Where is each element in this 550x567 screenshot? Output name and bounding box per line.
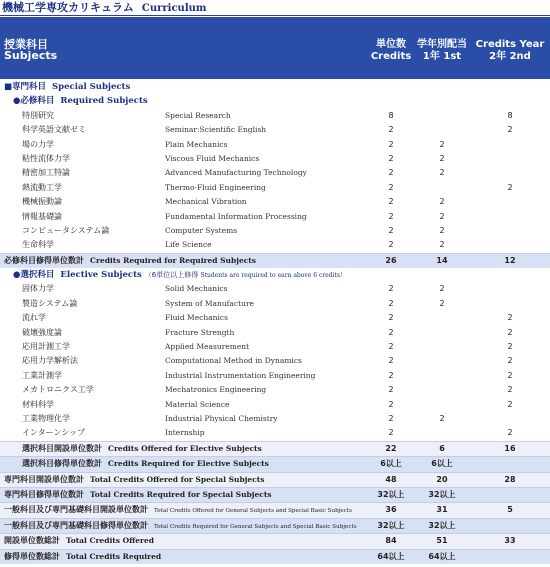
header-subjects <box>4 39 57 61</box>
subject-name-jp: 固体力学 <box>22 284 54 294</box>
credits-cell: 2 <box>388 182 394 192</box>
credits-cell: 8 <box>388 110 394 120</box>
subject-name-en: Internship <box>165 428 205 438</box>
table-header <box>0 17 550 79</box>
subject-name-en: System of Manufacture <box>165 298 254 308</box>
total-year1-cell: 32以上 <box>428 520 456 530</box>
total-label-jp: 一般科目及び専門基礎科目修得単位数計 <box>4 520 148 530</box>
table-row <box>0 123 550 137</box>
subject-name-en: Mechanical Vibration <box>165 197 247 207</box>
subject-name-en: Fluid Mechanics <box>165 313 228 323</box>
subject-name-en: Material Science <box>165 399 230 409</box>
header-year1-en: 1st <box>443 51 462 62</box>
total-row <box>0 487 550 502</box>
total-row <box>0 502 550 517</box>
total-year1-cell: 64以上 <box>428 551 456 561</box>
subject-name-jp: 生命科学 <box>22 240 54 250</box>
credits-cell: 2 <box>388 370 394 380</box>
total-rows <box>0 441 550 564</box>
subject-name-en: Computer Systems <box>165 225 238 235</box>
total-label-jp: 専門科目開設単位数計 <box>4 474 84 484</box>
table-row <box>0 195 550 209</box>
table-row <box>0 369 550 383</box>
total-year1-cell: 51 <box>436 536 448 546</box>
total-label <box>4 488 272 502</box>
subject-name-jp: 精密加工特論 <box>22 168 70 178</box>
subject-name-en: Computational Method in Dynamics <box>165 356 302 366</box>
total-label-en: Credits Offered for Elective Subjects <box>108 443 262 453</box>
subject-name-en: Applied Measurement <box>165 342 250 352</box>
table-row <box>0 398 550 412</box>
header-year2-jp: 2年 <box>489 51 507 62</box>
total-label <box>4 534 154 548</box>
credits-cell: 2 <box>388 313 394 323</box>
credits-cell: 2 <box>388 225 394 235</box>
credits-cell: 2 <box>388 153 394 163</box>
total-credits-cell: 36 <box>385 505 397 515</box>
subject-name-jp: メカトロニクス工学 <box>22 385 94 395</box>
subject-name-jp: 特別研究 <box>22 110 54 120</box>
table-row <box>0 181 550 195</box>
header-year2 <box>470 39 550 63</box>
elective-note-en: Students are required to earn above 6 credits） <box>200 272 346 280</box>
subject-name-en: Advanced Manufacturing Technology <box>165 168 307 178</box>
total-credits-cell: 84 <box>385 536 397 546</box>
subject-name-jp: 材料科学 <box>22 399 54 409</box>
year1-cell: 2 <box>439 153 445 163</box>
year2-cell: 2 <box>507 342 513 352</box>
header-year1-jp: 1年 <box>422 51 440 62</box>
total-label-en: Total Credits Offered for General Subjects and Special Basic Subjects <box>154 508 352 515</box>
year2-cell: 2 <box>507 385 513 395</box>
total-row <box>0 456 550 471</box>
credits-cell: 2 <box>388 342 394 352</box>
credits-cell: 2 <box>388 327 394 337</box>
subject-name-en: Seminar:Scientific English <box>165 125 267 135</box>
subject-name-en: Special Research <box>165 110 231 120</box>
subject-name-jp: 場の力学 <box>22 139 54 149</box>
credits-cell: 2 <box>388 139 394 149</box>
total-label <box>4 473 264 487</box>
year1-cell: 2 <box>439 284 445 294</box>
total-year1-cell: 32以上 <box>428 489 456 499</box>
credits-cell: 2 <box>388 168 394 178</box>
total-label <box>4 519 357 534</box>
credits-cell: 2 <box>388 399 394 409</box>
subject-name-en: Viscous Fluid Mechanics <box>165 153 260 163</box>
page-title-en: Curriculum <box>141 3 207 14</box>
total-year1-cell: 6 <box>439 443 445 453</box>
subject-name-jp: 工業物理化学 <box>22 413 70 423</box>
header-year-en: Credits Year <box>475 39 545 50</box>
year2-cell: 2 <box>507 313 513 323</box>
table-row <box>0 238 550 252</box>
total-label-en: Total Credits Required <box>66 551 162 561</box>
year2-cell: 2 <box>507 125 513 135</box>
table-row <box>0 412 550 426</box>
subject-name-jp: 応用計測工学 <box>22 342 70 352</box>
table-row <box>0 109 550 123</box>
total-label <box>22 457 269 471</box>
header-subjects-jp: 授業科目 <box>4 38 48 51</box>
section-special-en: Special Subjects <box>52 82 131 92</box>
required-rows <box>0 109 550 253</box>
total-label <box>4 503 352 518</box>
table-row <box>0 311 550 325</box>
required-total-year1: 14 <box>436 255 448 265</box>
total-row <box>0 518 550 533</box>
subject-name-jp: インターンシップ <box>22 428 86 438</box>
section-required-en: Required Subjects <box>60 96 148 107</box>
table-row <box>0 224 550 238</box>
credits-cell: 2 <box>388 284 394 294</box>
credits-cell: 2 <box>388 298 394 308</box>
total-row <box>0 472 550 487</box>
header-year-jp: 学年別配当 <box>417 39 467 50</box>
subject-name-en: Fundamental Information Processing <box>165 211 307 221</box>
total-row <box>0 549 550 564</box>
elective-note-jp: （6単位以上修得 <box>144 271 199 280</box>
subject-name-jp: 応用力学解析法 <box>22 356 78 366</box>
page-title-jp: 機械工学専攻カリキュラム <box>2 1 134 14</box>
curriculum-table <box>0 80 550 564</box>
total-label-jp: 専門科目修得単位数計 <box>4 489 84 499</box>
table-row <box>0 383 550 397</box>
elective-rows <box>0 282 550 440</box>
table-row <box>0 210 550 224</box>
subject-name-jp: 破壊強度論 <box>22 327 62 337</box>
table-row <box>0 354 550 368</box>
subject-name-jp: 流れ学 <box>22 313 46 323</box>
subject-name-jp: 熱流動工学 <box>22 182 62 192</box>
subject-name-en: Life Science <box>165 240 212 250</box>
subject-name-en: Industrial Physical Chemistry <box>165 413 278 423</box>
subject-name-en: Plain Mechanics <box>165 139 228 149</box>
year1-cell: 2 <box>439 225 445 235</box>
total-label <box>4 550 161 564</box>
year1-cell: 2 <box>439 211 445 221</box>
total-label-en: Total Credits Required for General Subjects and Special Basic Subjects <box>154 523 357 530</box>
subject-name-jp: 科学英語文献ゼミ <box>22 125 86 135</box>
total-label-jp: 修得単位数総計 <box>4 551 60 561</box>
total-label-en: Total Credits Offered <box>66 536 155 546</box>
subject-name-jp: 製造システム論 <box>22 298 78 308</box>
table-row <box>0 326 550 340</box>
required-total-en: Credits Required for Required Subjects <box>90 255 256 265</box>
required-total-year2: 12 <box>504 255 516 265</box>
total-row <box>0 533 550 548</box>
total-label <box>22 442 262 456</box>
year2-cell: 2 <box>507 428 513 438</box>
credits-cell: 2 <box>388 413 394 423</box>
section-special-jp: ■専門科目 <box>4 82 47 92</box>
header-credits-jp: 単位数 <box>376 39 406 50</box>
total-year1-cell: 31 <box>436 505 448 515</box>
total-credits-cell: 64以上 <box>377 551 405 561</box>
section-required <box>0 94 550 108</box>
table-row <box>0 138 550 152</box>
year1-cell: 2 <box>439 139 445 149</box>
credits-cell: 2 <box>388 125 394 135</box>
year1-cell: 2 <box>439 413 445 423</box>
year1-cell: 2 <box>439 240 445 250</box>
total-year2-cell: 16 <box>504 443 516 453</box>
credits-cell: 2 <box>388 385 394 395</box>
total-credits-cell: 32以上 <box>377 489 405 499</box>
total-year2-cell: 28 <box>504 474 516 484</box>
elective-note <box>145 271 346 279</box>
title-rule <box>0 15 550 16</box>
total-credits-cell: 48 <box>385 474 397 484</box>
subject-name-en: Mechatronics Engineering <box>165 385 267 395</box>
header-subjects-en: Subjects <box>4 49 58 62</box>
subject-name-jp: 粘性流体力学 <box>22 153 70 163</box>
section-elective <box>0 268 550 282</box>
year2-cell: 2 <box>507 356 513 366</box>
section-required-jp: ●必修科目 <box>13 96 55 107</box>
credits-cell: 2 <box>388 356 394 366</box>
subject-name-jp: コンピュータシステム論 <box>22 225 110 235</box>
year2-cell: 2 <box>507 182 513 192</box>
year2-cell: 8 <box>507 110 513 120</box>
year2-cell: 2 <box>507 327 513 337</box>
total-credits-cell: 6以上 <box>380 459 402 469</box>
table-row <box>0 297 550 311</box>
credits-cell: 2 <box>388 211 394 221</box>
total-label-jp: 選択科目開設単位数計 <box>22 443 102 453</box>
year2-cell: 2 <box>507 370 513 380</box>
subject-name-jp: 情報基礎論 <box>22 211 62 221</box>
table-row <box>0 340 550 354</box>
total-label-en: Total Credits Offered for Special Subjects <box>90 474 265 484</box>
total-year2-cell: 5 <box>507 505 513 515</box>
section-elective-en: Elective Subjects <box>60 270 142 281</box>
subject-name-en: Industrial Instrumentation Engineering <box>165 370 316 380</box>
required-total-row <box>0 253 550 268</box>
header-credits-en: Credits <box>370 51 412 62</box>
table-row <box>0 426 550 440</box>
table-row <box>0 282 550 296</box>
table-row <box>0 152 550 166</box>
total-label-en: Total Credits Required for Special Subjects <box>90 489 272 499</box>
total-year1-cell: 20 <box>436 474 448 484</box>
header-year2-en: 2nd <box>509 51 531 62</box>
page-title <box>2 0 206 16</box>
total-year1-cell: 6以上 <box>431 459 453 469</box>
credits-cell: 2 <box>388 240 394 250</box>
year1-cell: 2 <box>439 298 445 308</box>
required-total-jp: 必修科目修得単位数計 <box>4 255 84 265</box>
total-credits-cell: 22 <box>385 443 397 453</box>
subject-name-en: Fracture Strength <box>165 327 235 337</box>
subject-name-en: Thermo-Fluid Engineering <box>165 182 266 192</box>
total-credits-cell: 32以上 <box>377 520 405 530</box>
credits-cell: 2 <box>388 197 394 207</box>
header-credits <box>366 39 416 63</box>
total-year2-cell: 33 <box>504 536 516 546</box>
total-label-en: Credits Required for Elective Subjects <box>108 459 269 469</box>
year2-cell: 2 <box>507 399 513 409</box>
section-special <box>0 80 550 94</box>
subject-name-en: Solid Mechanics <box>165 284 228 294</box>
header-year1 <box>414 39 470 63</box>
subject-name-jp: 機械振動論 <box>22 197 62 207</box>
year1-cell: 2 <box>439 168 445 178</box>
total-label-jp: 選択科目修得単位数計 <box>22 459 102 469</box>
section-elective-jp: ●選択科目 <box>13 270 55 281</box>
total-label-jp: 開設単位数総計 <box>4 536 60 546</box>
year1-cell: 2 <box>439 197 445 207</box>
total-label-jp: 一般科目及び専門基礎科目開設単位数計 <box>4 505 148 515</box>
credits-cell: 2 <box>388 428 394 438</box>
total-row <box>0 441 550 456</box>
subject-name-jp: 工業計測学 <box>22 370 62 380</box>
required-total-credits: 26 <box>385 255 397 265</box>
table-row <box>0 166 550 180</box>
